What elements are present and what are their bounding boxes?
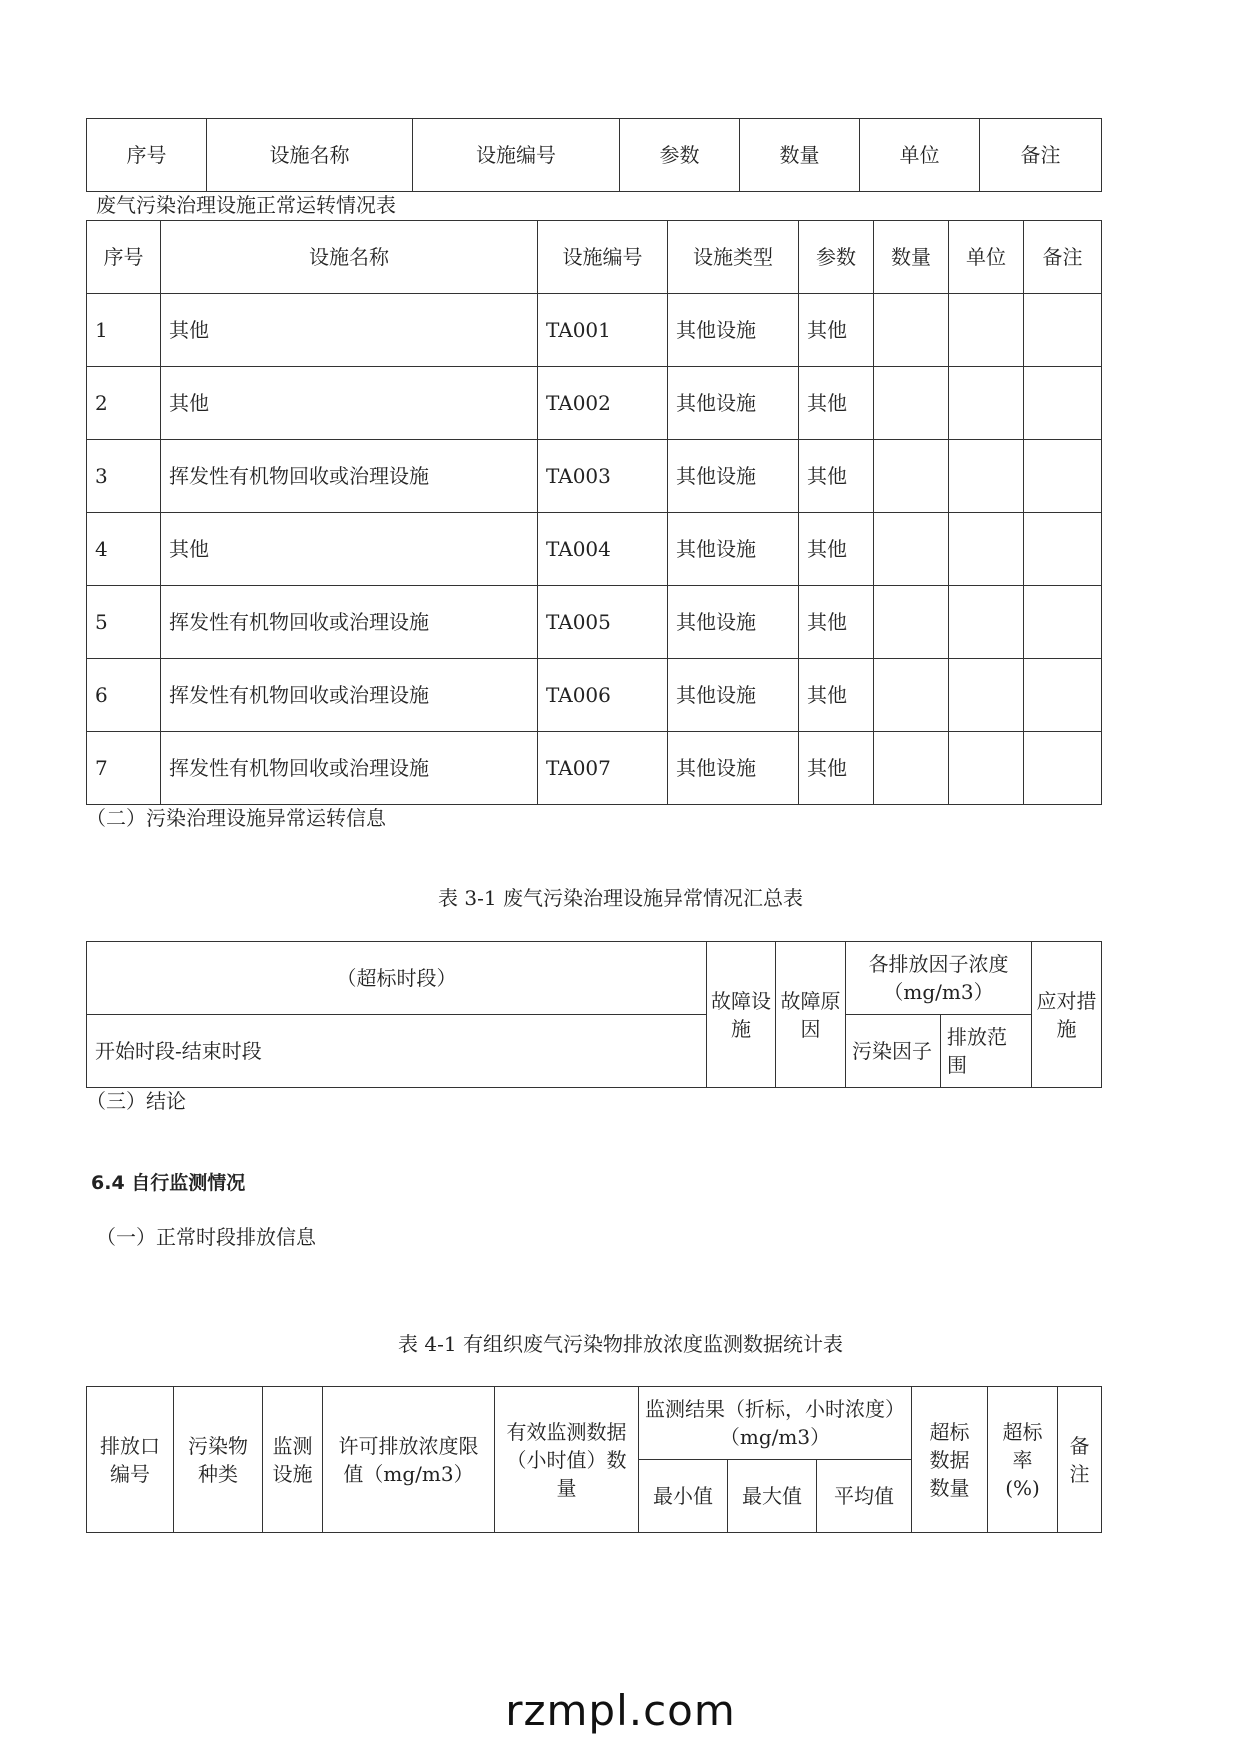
table-cell: 5 — [87, 586, 161, 659]
table-cell: 3 — [87, 440, 161, 513]
facility-header-table — [86, 118, 1102, 192]
table-cell — [949, 367, 1024, 440]
fault-reason-header: 故障原因 — [776, 942, 846, 1088]
table-row — [87, 294, 1102, 367]
max-header: 最大值 — [728, 1460, 817, 1533]
table-row — [87, 513, 1102, 586]
table-cell: 7 — [87, 732, 161, 805]
table-header-row — [87, 119, 1102, 192]
table-row — [87, 732, 1102, 805]
header-cell: 数量 — [740, 119, 860, 192]
table-cell: 其他设施 — [668, 513, 799, 586]
table-cell: 挥发性有机物回收或治理设施 — [161, 586, 538, 659]
abnormal-summary-table — [86, 941, 1102, 1088]
table-cell — [874, 294, 949, 367]
table-cell: 其他 — [161, 367, 538, 440]
section-heading: 6.4 自行监测情况 — [91, 1172, 246, 1194]
table-header-row — [87, 1387, 1102, 1460]
table-cell: 其他设施 — [668, 659, 799, 732]
header-cell: 序号 — [87, 221, 161, 294]
header-cell: 单位 — [949, 221, 1024, 294]
table-cell — [874, 586, 949, 659]
outlet-no-header: 排放口编号 — [87, 1387, 174, 1533]
header-cell: 设施编号 — [538, 221, 668, 294]
avg-header: 平均值 — [817, 1460, 912, 1533]
exceed-count-header: 超标数据数量 — [912, 1387, 988, 1533]
concentration-header: 各排放因子浓度（mg/m3） — [846, 942, 1032, 1015]
monitoring-stats-table — [86, 1386, 1102, 1533]
section-normal-emission: （一）正常时段排放信息 — [96, 1225, 316, 1249]
table-cell — [949, 732, 1024, 805]
table-row — [87, 440, 1102, 513]
table-cell — [1024, 732, 1102, 805]
table-header-row — [87, 942, 1102, 1015]
header-cell: 设施编号 — [413, 119, 620, 192]
header-cell: 单位 — [860, 119, 980, 192]
table-cell: 6 — [87, 659, 161, 732]
pollutant-type-header: 污染物种类 — [174, 1387, 263, 1533]
table-cell: 其他设施 — [668, 294, 799, 367]
table-cell — [1024, 659, 1102, 732]
table-cell — [874, 367, 949, 440]
header-cell: 参数 — [799, 221, 874, 294]
table-cell — [874, 440, 949, 513]
table-cell: 挥发性有机物回收或治理设施 — [161, 440, 538, 513]
remark-header: 备注 — [1058, 1387, 1102, 1533]
table-cell — [1024, 294, 1102, 367]
table-cell — [949, 659, 1024, 732]
header-cell: 设施名称 — [161, 221, 538, 294]
table-header-row — [87, 221, 1102, 294]
table-cell: 其他设施 — [668, 367, 799, 440]
table-cell: 其他 — [161, 513, 538, 586]
table-caption: 表 4-1 有组织废气污染物排放浓度监测数据统计表 — [398, 1332, 843, 1356]
table-cell: 4 — [87, 513, 161, 586]
table-cell: 其他 — [799, 732, 874, 805]
table-cell: TA002 — [538, 367, 668, 440]
table-cell — [1024, 586, 1102, 659]
table-cell: 挥发性有机物回收或治理设施 — [161, 732, 538, 805]
min-header: 最小值 — [639, 1460, 728, 1533]
exceed-rate-header: 超标率(%) — [988, 1387, 1058, 1533]
table-cell: 其他设施 — [668, 440, 799, 513]
result-header: 监测结果（折标，小时浓度）（mg/m3） — [639, 1387, 912, 1460]
permit-limit-header: 许可排放浓度限值（mg/m3） — [323, 1387, 495, 1533]
table-cell — [1024, 367, 1102, 440]
normal-operation-table — [86, 220, 1102, 805]
measures-header: 应对措施 — [1032, 942, 1102, 1088]
table-cell: 其他 — [799, 440, 874, 513]
period-subheader: 开始时段-结束时段 — [87, 1015, 707, 1088]
table-cell: TA003 — [538, 440, 668, 513]
table-cell: TA006 — [538, 659, 668, 732]
section-abnormal: （二）污染治理设施异常运转信息 — [86, 806, 386, 830]
table-cell: 其他 — [799, 513, 874, 586]
emission-range-header: 排放范围 — [941, 1015, 1032, 1088]
header-cell: 备注 — [980, 119, 1102, 192]
table-cell: 挥发性有机物回收或治理设施 — [161, 659, 538, 732]
table-cell: 1 — [87, 294, 161, 367]
table-cell: TA007 — [538, 732, 668, 805]
table-cell — [949, 294, 1024, 367]
table-cell: 其他设施 — [668, 586, 799, 659]
table-header-row — [87, 1015, 1102, 1088]
table-cell — [949, 440, 1024, 513]
pollutant-factor-header: 污染因子 — [846, 1015, 941, 1088]
table-cell — [949, 513, 1024, 586]
table-cell — [949, 586, 1024, 659]
header-cell: 序号 — [87, 119, 207, 192]
table-cell: 其他 — [799, 367, 874, 440]
fault-facility-header: 故障设施 — [707, 942, 776, 1088]
valid-count-header: 有效监测数据（小时值）数量 — [495, 1387, 639, 1533]
watermark: rzmpl.com — [505, 1686, 736, 1735]
section-conclusion: （三）结论 — [86, 1089, 186, 1113]
header-cell: 设施名称 — [207, 119, 413, 192]
table-cell: 其他设施 — [668, 732, 799, 805]
table-cell: 2 — [87, 367, 161, 440]
table-cell: TA004 — [538, 513, 668, 586]
table-row — [87, 367, 1102, 440]
table-cell: 其他 — [799, 294, 874, 367]
table-row — [87, 659, 1102, 732]
table-body — [87, 221, 1102, 805]
table-caption: 表 3-1 废气污染治理设施异常情况汇总表 — [438, 886, 803, 910]
header-cell: 数量 — [874, 221, 949, 294]
table-cell — [874, 659, 949, 732]
table-cell: 其他 — [161, 294, 538, 367]
table-title: 废气污染治理设施正常运转情况表 — [96, 193, 396, 217]
header-cell: 备注 — [1024, 221, 1102, 294]
table-cell: TA005 — [538, 586, 668, 659]
table-cell — [874, 732, 949, 805]
header-cell: 参数 — [620, 119, 740, 192]
table-cell — [1024, 513, 1102, 586]
table-cell: 其他 — [799, 586, 874, 659]
monitor-facility-header: 监测设施 — [263, 1387, 323, 1533]
table-cell: TA001 — [538, 294, 668, 367]
table-cell — [874, 513, 949, 586]
table-cell: 其他 — [799, 659, 874, 732]
table-cell — [1024, 440, 1102, 513]
header-cell: 设施类型 — [668, 221, 799, 294]
period-header: （超标时段） — [87, 942, 707, 1015]
table-row — [87, 586, 1102, 659]
